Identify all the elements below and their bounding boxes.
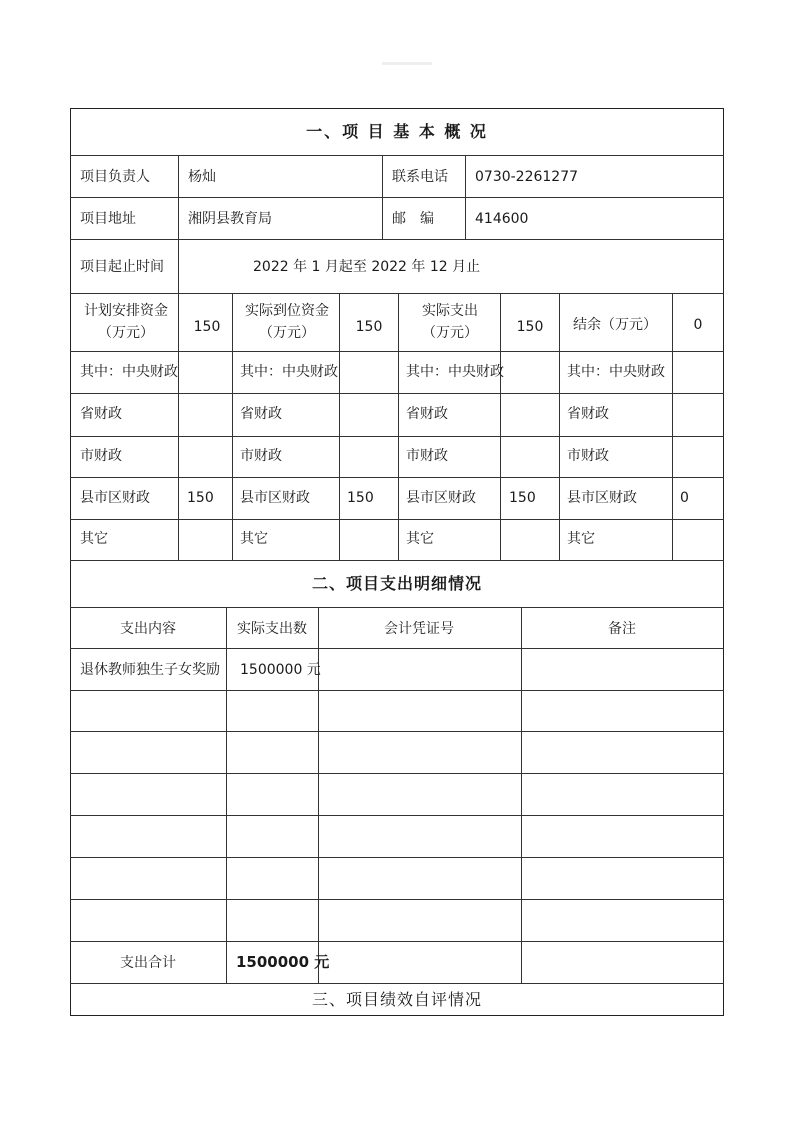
row-line — [70, 983, 724, 984]
row-line — [70, 815, 724, 816]
fund-row-label: 市财政 — [406, 448, 448, 464]
row-line — [70, 899, 724, 900]
row-line — [70, 351, 724, 352]
fund-header-unit: （万元） — [422, 325, 478, 341]
fund-row-label: 其中：中央财政 — [567, 364, 665, 380]
fund-row-label: 其它 — [80, 531, 108, 547]
fund-header-spent — [422, 300, 478, 344]
fund-row-label: 县市区财政 — [80, 490, 150, 506]
fund-row-label: 县市区财政 — [567, 490, 637, 506]
col-line — [465, 155, 466, 239]
fund-row-value: 150 — [187, 490, 214, 506]
row-line — [70, 941, 724, 942]
fund-header-unit: （万元） — [98, 325, 154, 341]
row-line — [70, 648, 724, 649]
row-line — [70, 155, 724, 156]
period-label: 项目起止时间 — [80, 259, 164, 275]
expense-item-content: 退休教师独生子女奖励 — [80, 662, 220, 678]
col-line — [398, 293, 399, 560]
fund-balance-value: 0 — [693, 317, 703, 333]
section2-title: 二、项目支出明细情况 — [311, 574, 483, 593]
row-line — [70, 857, 724, 858]
report-table — [70, 108, 724, 1016]
fund-planned-value: 150 — [193, 319, 221, 335]
fund-row-label: 省财政 — [80, 406, 122, 422]
fund-header-balance: 结余（万元） — [573, 317, 657, 333]
row-line — [70, 197, 724, 198]
address-value: 湘阴县教育局 — [188, 211, 272, 227]
fund-row-label: 县市区财政 — [406, 490, 476, 506]
col-line — [500, 293, 501, 560]
col-line — [672, 293, 673, 560]
fund-header-unit: （万元） — [259, 325, 315, 341]
fund-header-line: 实际到位资金 — [245, 303, 329, 319]
leader-value: 杨灿 — [188, 169, 216, 185]
fund-header-line: 计划安排资金 — [84, 303, 168, 319]
fund-row-label: 省财政 — [240, 406, 282, 422]
row-line — [70, 607, 724, 608]
fund-row-label: 市财政 — [240, 448, 282, 464]
row-line — [70, 560, 724, 561]
phone-label: 联系电话 — [392, 169, 448, 185]
col-line — [382, 155, 383, 239]
fund-row-value: 0 — [680, 490, 689, 506]
fund-row-label: 县市区财政 — [240, 490, 310, 506]
fund-row-label: 其中：中央财政 — [406, 364, 504, 380]
postcode-label: 邮 编 — [392, 211, 434, 227]
fund-header-line: 实际支出 — [422, 303, 478, 319]
row-line — [70, 731, 724, 732]
fund-row-value: 150 — [509, 490, 536, 506]
row-line — [70, 436, 724, 437]
row-line — [70, 393, 724, 394]
col-note-header: 备注 — [608, 621, 636, 637]
col-content-header: 支出内容 — [120, 621, 176, 637]
section3-title: 三、项目绩效自评情况 — [311, 990, 483, 1009]
row-line — [70, 519, 724, 520]
fund-row-label: 其它 — [240, 531, 268, 547]
col-amount-header: 实际支出数 — [237, 621, 307, 637]
fund-row-label: 其它 — [406, 531, 434, 547]
leader-label: 项目负责人 — [80, 169, 150, 185]
phone-value: 0730-2261277 — [475, 169, 579, 185]
fund-received-value: 150 — [355, 319, 383, 335]
fund-row-label: 市财政 — [567, 448, 609, 464]
row-line — [70, 293, 724, 294]
fund-row-label: 其中：中央财政 — [240, 364, 338, 380]
fund-row-label: 其中：中央财政 — [80, 364, 178, 380]
address-label: 项目地址 — [80, 211, 136, 227]
fund-row-label: 省财政 — [406, 406, 448, 422]
col-line — [521, 607, 522, 983]
col-line — [232, 293, 233, 560]
col-line — [178, 293, 179, 560]
fund-header-planned — [84, 300, 168, 344]
fund-spent-value: 150 — [516, 319, 544, 335]
fund-row-value: 150 — [347, 490, 374, 506]
postcode-value: 414600 — [475, 211, 529, 227]
row-line — [70, 239, 724, 240]
col-voucher-header: 会计凭证号 — [384, 621, 454, 637]
row-line — [70, 477, 724, 478]
total-amount: 1500000 元 — [236, 953, 330, 971]
row-line — [70, 773, 724, 774]
col-line — [559, 293, 560, 560]
scan-mark — [382, 62, 432, 65]
col-line — [178, 239, 179, 293]
expense-item-amount: 1500000 元 — [240, 662, 321, 678]
col-line — [178, 155, 179, 239]
section1-title: 一、项 目 基 本 概 况 — [306, 122, 488, 141]
fund-row-label: 其它 — [567, 531, 595, 547]
col-line — [339, 293, 340, 560]
period-value: 2022 年 1 月起至 2022 年 12 月止 — [253, 259, 481, 275]
row-line — [70, 690, 724, 691]
fund-row-label: 市财政 — [80, 448, 122, 464]
fund-header-received — [245, 300, 329, 344]
col-line — [226, 607, 227, 983]
total-label: 支出合计 — [120, 955, 176, 971]
fund-row-label: 省财政 — [567, 406, 609, 422]
